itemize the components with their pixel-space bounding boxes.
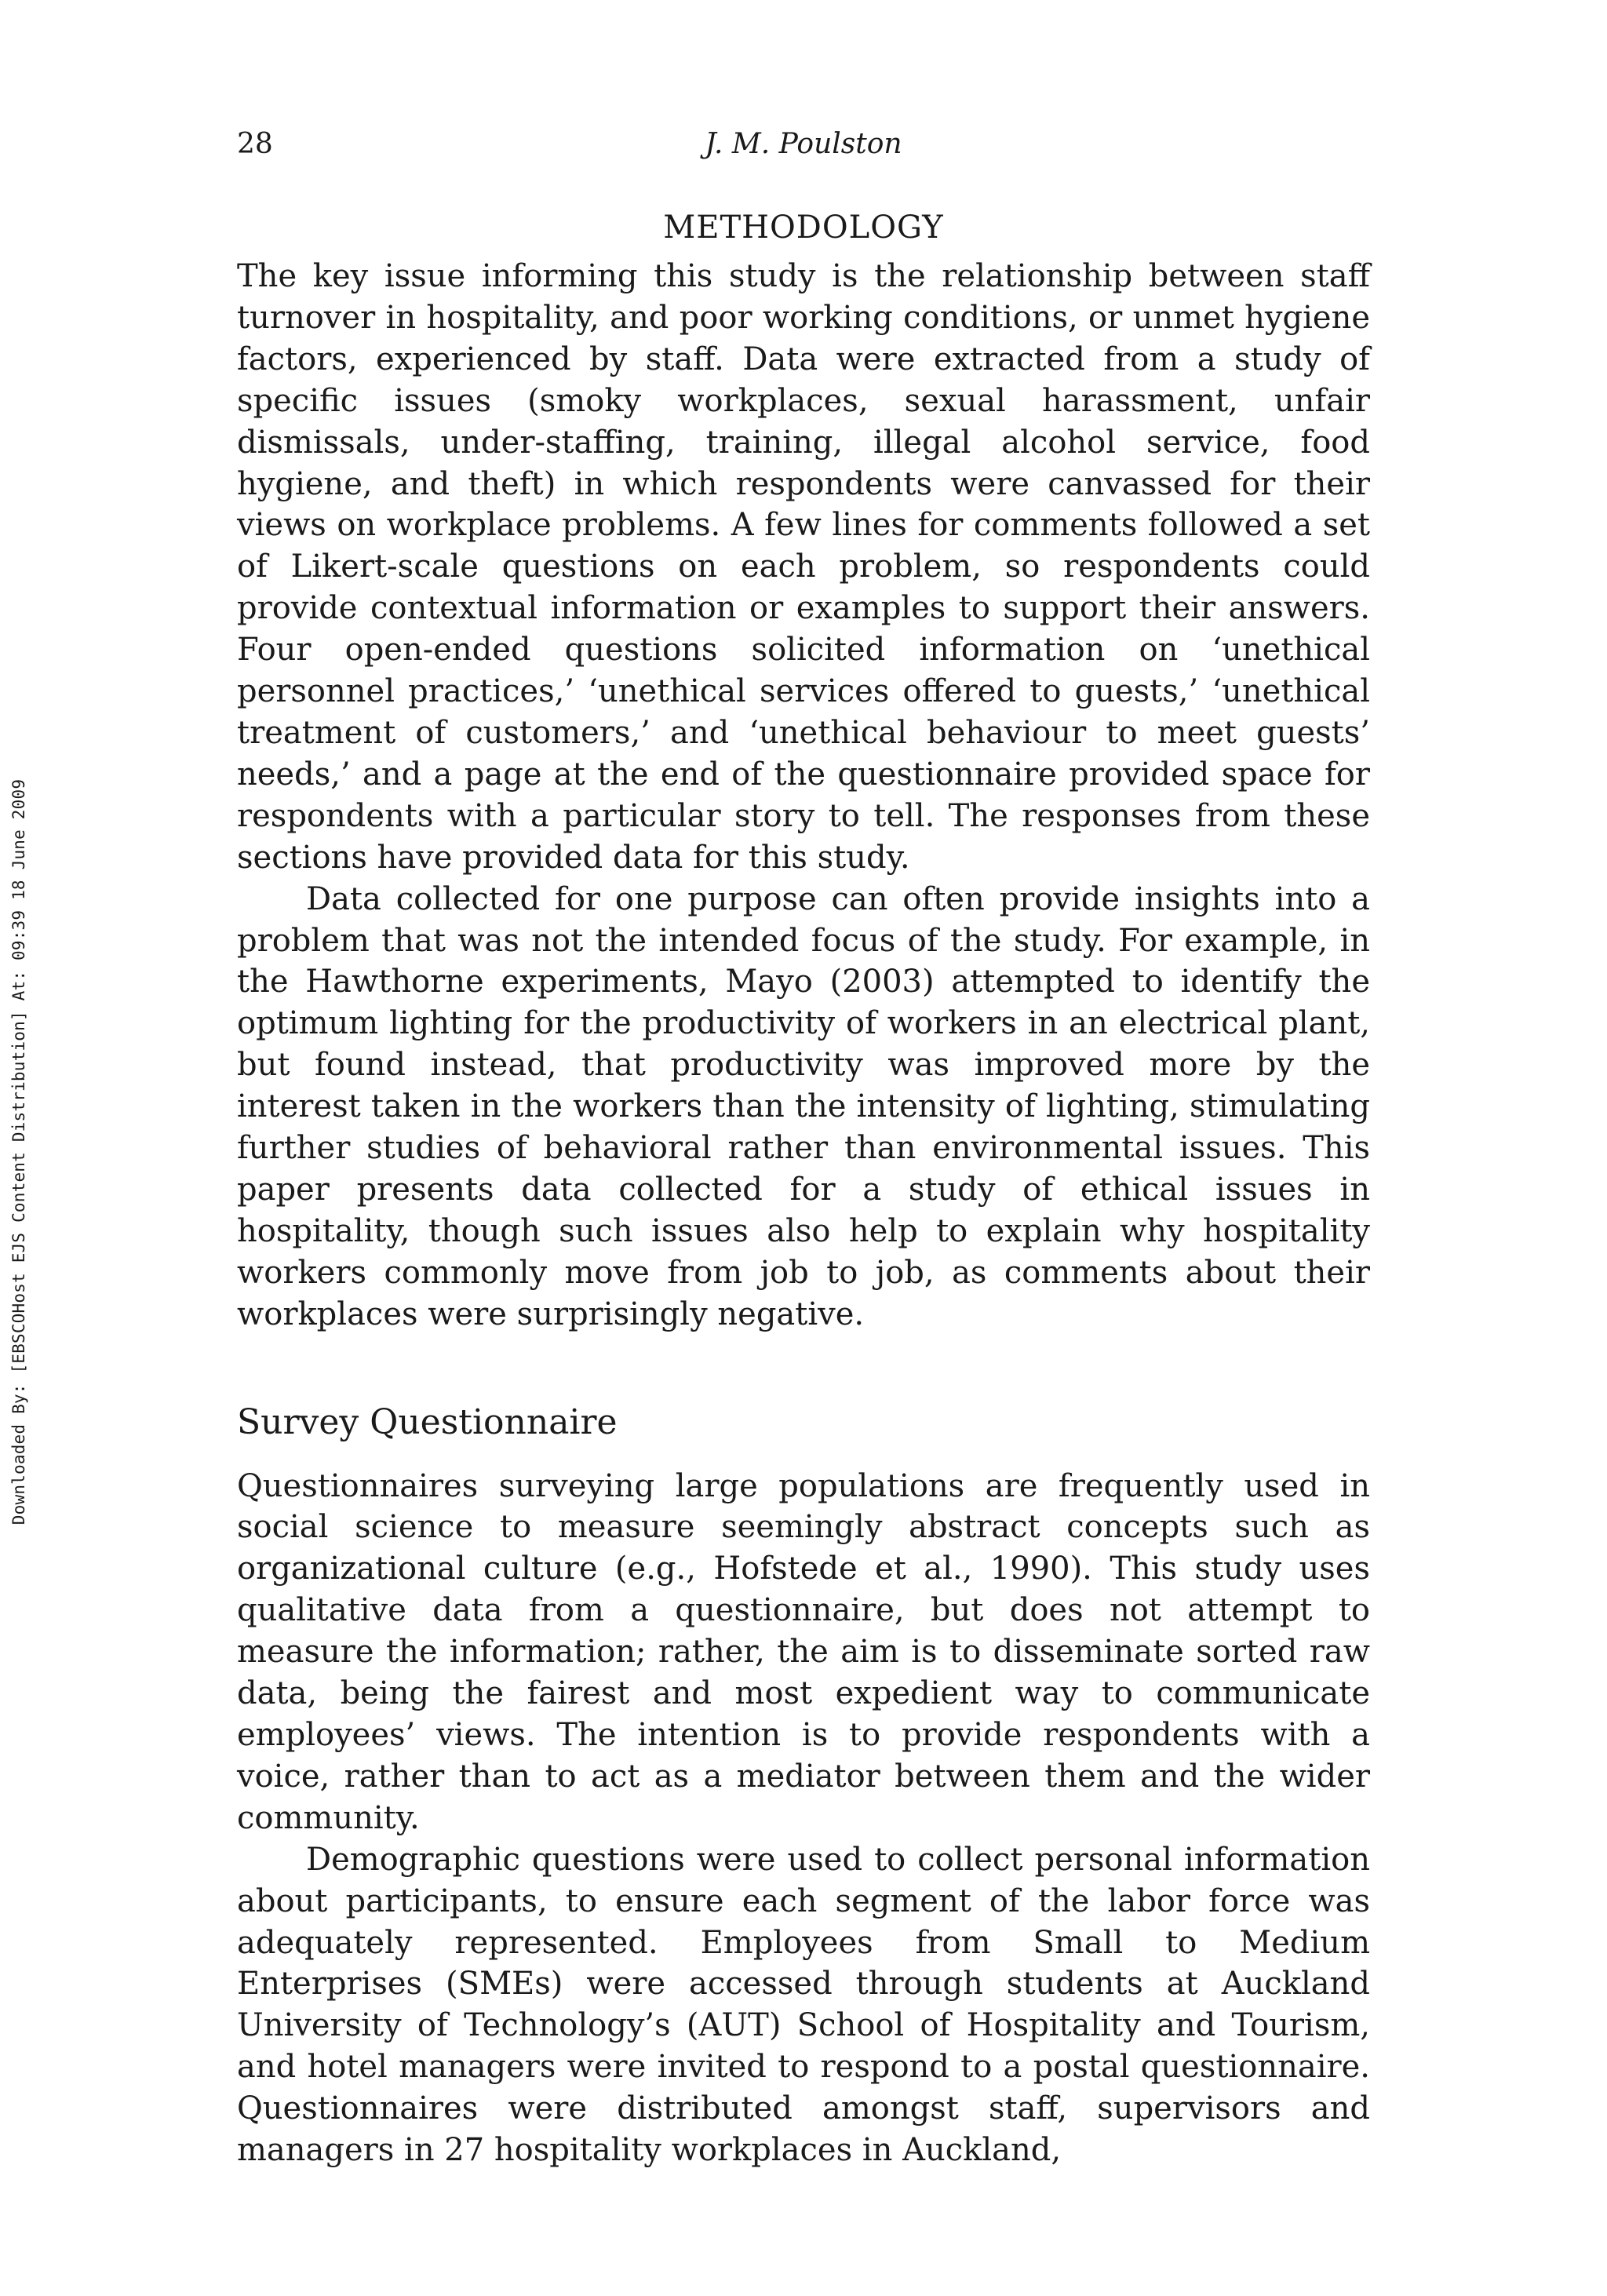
page-number: 28 bbox=[237, 128, 273, 160]
survey-paragraph-2: Demographic questions were used to collect personal information about participants, to ensure each segment of the labor force was adequately represented. Employees from Small to Medium Enterprises (SMEs) were accessed through students at Auckland University of Technology’s (AUT) School of Hospitality and Tourism, and hotel managers were invited to respond to a postal questionnaire. Questionnaires were distributed amongst staff, supervisors and managers in 27 hospitality workplaces in Auckland, bbox=[237, 1841, 1370, 2169]
download-stamp: Downloaded By: [EBSCOHost EJS Content Distribution] At: 09:39 18 June 2009 bbox=[9, 778, 28, 1525]
methodology-heading: METHODOLOGY bbox=[663, 210, 944, 246]
methodology-paragraph-1: The key issue informing this study is the relationship between staff turnover in hospitality, and poor working conditions, or unmet hygiene factors, experienced by staff. Data were extracted from a study of specific issues (smoky workplaces, sexual harassment, unfair dismissals, under-staffing, training, illegal alcohol service, food hygiene, and theft) in which respondents were canvassed for their views on workplace problems. A few lines for comments followed a set of Likert-scale questions on each problem, so respondents could provide contextual information or examples to support their answers. Four open-ended questions solicited information on ‘unethical personnel practices,’ ‘unethical services offered to guests,’ ‘unethical treatment of customers,’ and ‘unethical behaviour to meet guests’ needs,’ and a page at the end of the questionnaire provided space for respondents with a particular story to tell. The responses from these sections have provided data for this study. bbox=[237, 258, 1370, 876]
running-head-author: J. M. Poulston bbox=[705, 128, 902, 160]
survey-paragraph-1: Questionnaires surveying large populations are frequently used in social science to measure seemingly abstract concepts such as organizational culture (e.g., Hofstede et al., 1990). This study uses qualitative data from a questionnaire, but does not attempt to measure the information; rather, the aim is to disseminate sorted raw data, being the fairest and most expedient way to communicate employees’ views. The intention is to provide respondents with a voice, rather than to act as a mediator between them and the wider community. bbox=[237, 1467, 1370, 1836]
article-body bbox=[237, 207, 1370, 2171]
methodology-paragraph-2: Data collected for one purpose can often provide insights into a problem that was not the intended focus of the study. For example, in the Hawthorne experiments, Mayo (2003) attempted to identify the optimum lighting for the productivity of workers in an electrical plant, but found instead, that productivity was improved more by the interest taken in the workers than the intensity of lighting, stimulating further studies of behavioral rather than environmental issues. This paper presents data collected for a study of ethical issues in hospitality, though such issues also help to explain why hospitality workers commonly move from job to job, as comments about their workplaces were surprisingly negative. bbox=[237, 880, 1370, 1332]
survey-questionnaire-heading: Survey Questionnaire bbox=[237, 1401, 618, 1442]
